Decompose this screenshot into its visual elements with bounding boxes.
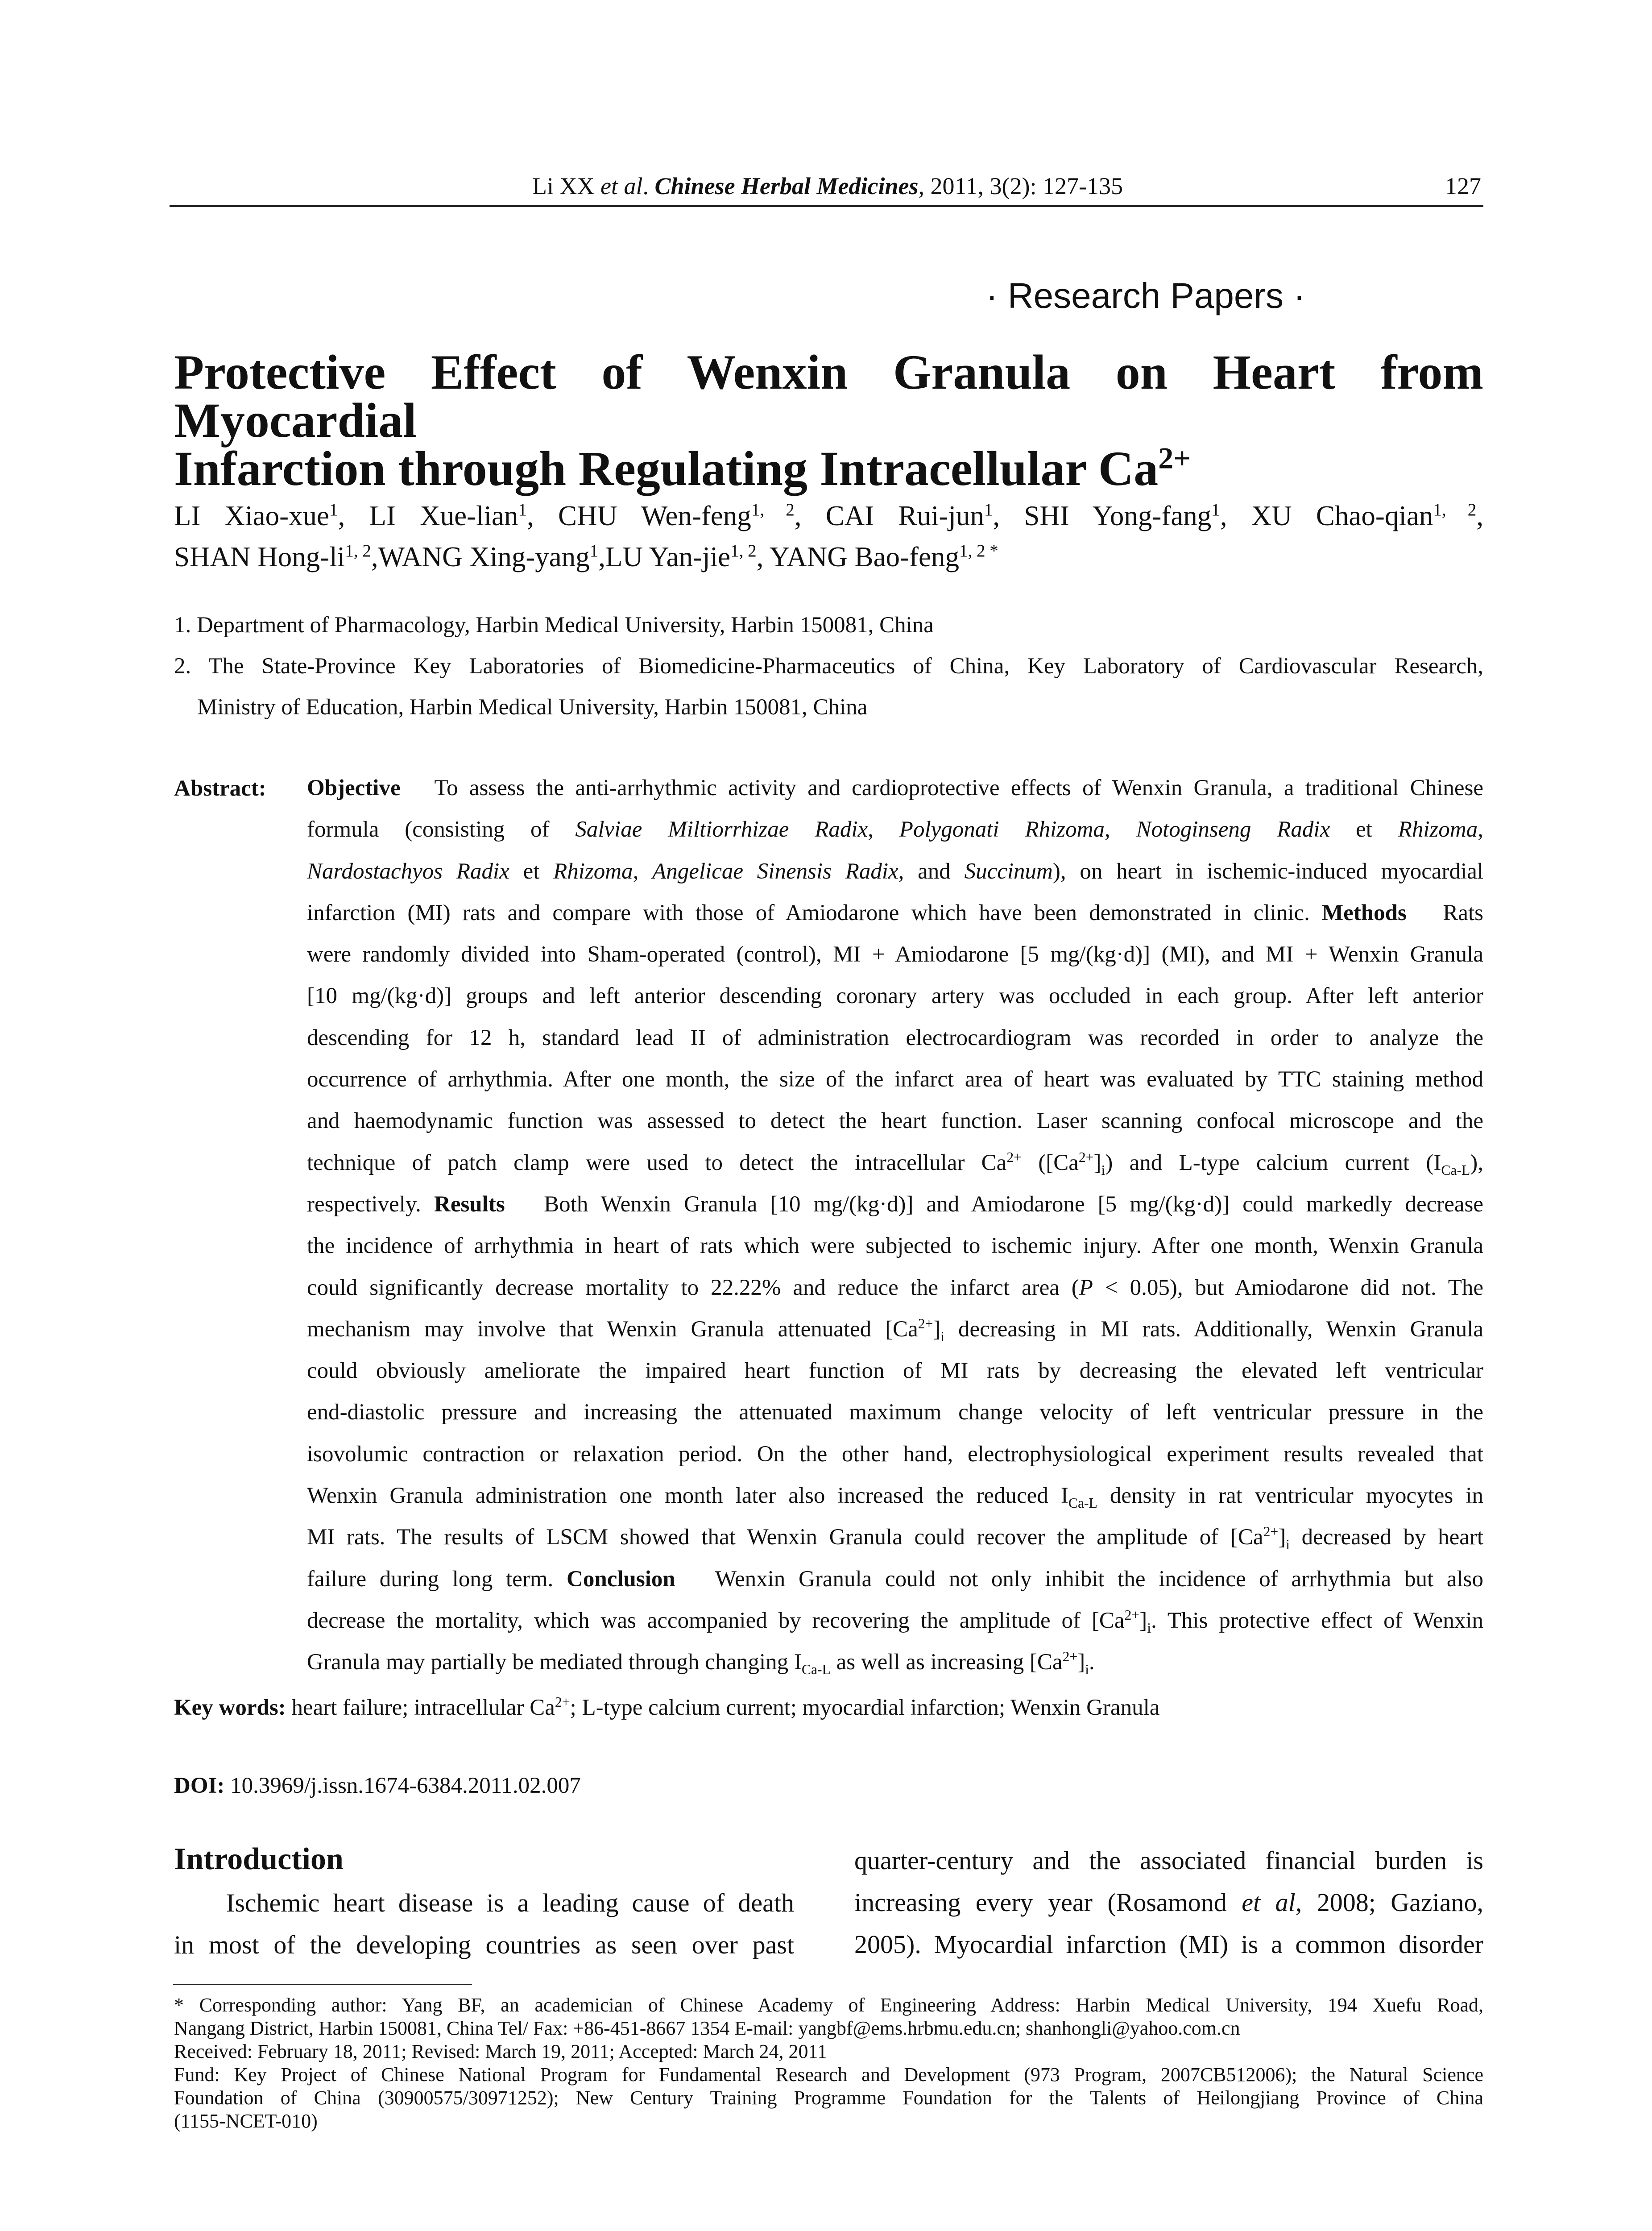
herb-name: Notoginseng Radix bbox=[1136, 817, 1330, 842]
body-line: quarter-century and the associated financial burden is bbox=[854, 1846, 1483, 1875]
p-value-symbol: P bbox=[1079, 1275, 1093, 1300]
author: CAI Rui-jun$^1$, bbox=[825, 500, 1000, 531]
author-affiliation-mark: 1 bbox=[329, 500, 338, 519]
received-dates: Received: February 18, 2011; Revised: March 19, 2011; Accepted: March 24, 2011 bbox=[174, 2040, 827, 2062]
abstract-text: ([Ca bbox=[1021, 1150, 1079, 1175]
journal-name: Chinese Herbal Medicines bbox=[654, 173, 919, 199]
superscript: 2+ bbox=[1062, 1649, 1078, 1665]
title-line-2-text: Infarction through Regulating Intracellular Ca bbox=[174, 441, 1159, 496]
abstract-text: Both Wenxin Granula [10 mg/(kg·d)] and Amiodarone [5 mg/(kg·d)] could markedly decrease bbox=[544, 1191, 1483, 1217]
abstract-text: Wenxin Granula could not only inhibit the incidence of arrhythmia but also bbox=[715, 1566, 1484, 1592]
abstract-text: Wenxin Granula administration one month later also increased the reduced I bbox=[307, 1483, 1068, 1509]
abstract-text: formula (consisting of bbox=[307, 817, 576, 842]
abstract-text: failure during long term. bbox=[307, 1566, 567, 1592]
abstract-text: et bbox=[1330, 817, 1398, 842]
title-line-2 bbox=[174, 441, 1483, 496]
introduction-heading: Introduction bbox=[174, 1842, 344, 1876]
abstract-text: ] bbox=[933, 1316, 941, 1342]
superscript: 2+ bbox=[1263, 1524, 1279, 1540]
abstract-line bbox=[307, 851, 1483, 892]
abstract-line: occurrence of arrhythmia. After one month, the size of the infarct area of heart was evaluated by TTC staining method bbox=[307, 1067, 1483, 1092]
author-name: CHU Wen-feng bbox=[558, 500, 751, 531]
citation-etal: et al bbox=[600, 173, 643, 199]
title-line-1: Protective Effect of Wenxin Granula on Heart from Myocardial bbox=[174, 345, 1483, 448]
affiliations bbox=[174, 605, 1483, 728]
citation-volume: , 2011, 3(2): 127-135 bbox=[918, 173, 1123, 199]
superscript: 2+ bbox=[918, 1315, 933, 1331]
abstract-text: < 0.05), but Amiodarone did not. The bbox=[1093, 1275, 1484, 1300]
abstract-text: infarction (MI) rats and compare with those of Amiodarone which have been demonstrated in clinic. bbox=[307, 900, 1322, 925]
abstract-text: ] bbox=[1278, 1525, 1286, 1550]
author-name: CAI Rui-jun bbox=[825, 500, 984, 531]
abstract-line: and haemodynamic function was assessed to detect the heart function. Laser scanning confocal microscope and the bbox=[307, 1108, 1483, 1134]
author: SHI Yong-fang$^1$, bbox=[1024, 500, 1227, 531]
abstract-text: technique of patch clamp were used to detect the intracellular Ca bbox=[307, 1150, 1007, 1175]
fund-line-3: (1155-NCET-010) bbox=[174, 2110, 318, 2132]
section-label: · Research Papers · bbox=[986, 276, 1305, 315]
abstract-body bbox=[307, 767, 1483, 1684]
abstract-text: as well as increasing [Ca bbox=[830, 1650, 1063, 1675]
results-label: Results bbox=[434, 1191, 505, 1217]
author-affiliation-mark: 1, 2 bbox=[730, 541, 757, 560]
author-affiliation-mark: 1 bbox=[984, 500, 993, 519]
corresponding-author-line-2: Nangang District, Harbin 150081, China Tel/ Fax: +86-451-8667 1354 E-mail: yangbf@ems.hrbmu.edu.cn; shanhongli@yahoo.com.cn bbox=[174, 2017, 1240, 2039]
abstract-text: ), on heart in ischemic-induced myocardial bbox=[1052, 858, 1484, 884]
footnote-rule bbox=[173, 1984, 472, 1985]
author: LU Yan-jie$^{1, 2}$, bbox=[605, 541, 764, 572]
abstract-text: ] bbox=[1093, 1150, 1101, 1175]
body-column-right bbox=[854, 1840, 1483, 1966]
superscript: 2+ bbox=[1006, 1149, 1022, 1165]
corresponding-author-line-1: * Corresponding author: Yang BF, an academician of Chinese Academy of Engineering Address: Harbin Medical University, 194 Xuefu Road, bbox=[174, 1994, 1483, 2016]
subscript: Ca-L bbox=[1068, 1495, 1097, 1511]
abstract-line: end-diastolic pressure and increasing the attenuated maximum change velocity of left ventricular pressure in the bbox=[307, 1400, 1483, 1425]
affiliation-2-line-2: Ministry of Education, Harbin Medical University, Harbin 150081, China bbox=[197, 695, 868, 720]
body-line bbox=[854, 1882, 1483, 1924]
abstract-text: ), bbox=[1470, 1150, 1484, 1175]
herb-name: Rhizoma bbox=[1398, 817, 1478, 842]
abstract-text: mechanism may involve that Wenxin Granula attenuated [Ca bbox=[307, 1316, 918, 1342]
author-name: LU Yan-jie bbox=[605, 541, 731, 572]
subscript: i bbox=[1101, 1162, 1105, 1178]
fund-line-1: Fund: Key Project of Chinese National Program for Fundamental Research and Development (973 Program, 2007CB512006); the Natural Science bbox=[174, 2064, 1483, 2086]
herb-name: Rhizoma bbox=[553, 858, 633, 884]
subscript: Ca-L bbox=[1441, 1162, 1470, 1178]
abstract-line bbox=[307, 1642, 1483, 1683]
herb-name: Salviae Miltiorrhizae Radix bbox=[575, 817, 868, 842]
abstract-line bbox=[307, 1475, 1483, 1517]
body-text: , 2008; Gaziano, bbox=[1295, 1888, 1484, 1917]
superscript: 2+ bbox=[1124, 1607, 1140, 1623]
abstract-line bbox=[307, 1559, 1483, 1600]
keywords bbox=[174, 1687, 1483, 1729]
subscript: i bbox=[1147, 1620, 1151, 1636]
fund-line-2: Foundation of China (30900575/30971252); New Century Training Programme Foundation for the Talents of Heilongjiang Province of China bbox=[174, 2087, 1483, 2109]
abstract-line bbox=[307, 1142, 1483, 1184]
abstract-text: decrease the mortality, which was accompanied by recovering the amplitude of [Ca bbox=[307, 1608, 1125, 1633]
affiliation-2-line-1: 2. The State-Province Key Laboratories of Biomedicine-Pharmaceutics of China, Key Laboratory of Cardiovascular Research, bbox=[174, 654, 1483, 679]
abstract-text: . This protective effect of Wenxin bbox=[1151, 1608, 1483, 1633]
abstract-text: , and bbox=[898, 858, 965, 884]
citation-line bbox=[174, 172, 1481, 200]
herb-name: Angelicae Sinensis Radix bbox=[652, 858, 898, 884]
abstract-text: Granula may partially be mediated through changing I bbox=[307, 1650, 802, 1675]
abstract-label: Abstract: bbox=[174, 776, 266, 801]
author: XU Chao-qian$^{1, 2}$, bbox=[1251, 500, 1484, 531]
abstract-text: decreasing in MI rats. Additionally, Wenxin Granula bbox=[944, 1316, 1484, 1342]
keywords-label: Key words: bbox=[174, 1695, 286, 1720]
abstract-line: the incidence of arrhythmia in heart of rats which were subjected to ischemic injury. After one month, Wenxin Granula bbox=[307, 1233, 1483, 1259]
author: CHU Wen-feng$^{1, 2}$, bbox=[558, 500, 802, 531]
author: SHAN Hong-li$^{1, 2}$, bbox=[174, 541, 378, 572]
abstract-text: . bbox=[1089, 1650, 1095, 1675]
footnotes bbox=[174, 1994, 1483, 2133]
subscript: Ca-L bbox=[801, 1662, 831, 1678]
author-affiliation-mark: 1 bbox=[589, 541, 599, 560]
conclusion-label: Conclusion bbox=[567, 1566, 675, 1592]
author-line-2 bbox=[174, 536, 1483, 577]
doi bbox=[174, 1765, 581, 1807]
abstract-text: , bbox=[1104, 817, 1136, 842]
abstract-line: could obviously ameliorate the impaired heart function of MI rats by decreasing the elevated left ventricular bbox=[307, 1358, 1483, 1384]
page-number: 127 bbox=[1445, 173, 1481, 199]
methods-label: Methods bbox=[1322, 900, 1407, 925]
abstract-text: MI rats. The results of LSCM showed that Wenxin Granula could recover the amplitude of [Ca bbox=[307, 1525, 1263, 1550]
body-line: 2005). Myocardial infarction (MI) is a common disorder bbox=[854, 1930, 1483, 1959]
author-name: SHI Yong-fang bbox=[1024, 500, 1212, 531]
abstract-line bbox=[307, 1184, 1483, 1225]
citation-author: Li XX bbox=[532, 173, 601, 199]
abstract-line bbox=[307, 1267, 1483, 1309]
body-line: in most of the developing countries as seen over past bbox=[174, 1930, 794, 1959]
abstract-line: descending for 12 h, standard lead II of administration electrocardiogram was recorded in order to analyze the bbox=[307, 1025, 1483, 1050]
abstract-line bbox=[307, 767, 1483, 809]
abstract-line bbox=[307, 1600, 1483, 1642]
subscript: i bbox=[1085, 1662, 1089, 1678]
abstract-text: Rats bbox=[1443, 900, 1483, 925]
doi-value[interactable]: 10.3969/j.issn.1674-6384.2011.02.007 bbox=[224, 1773, 581, 1798]
affiliation-1: 1. Department of Pharmacology, Harbin Medical University, Harbin 150081, China bbox=[174, 613, 934, 638]
abstract-text: et bbox=[509, 858, 554, 884]
subscript: i bbox=[940, 1329, 945, 1345]
author-line-1 bbox=[174, 495, 1483, 536]
objective-label: Objective bbox=[307, 775, 401, 800]
superscript: 2+ bbox=[555, 1694, 570, 1710]
author-affiliation-mark: 1 bbox=[518, 500, 527, 519]
superscript: 2+ bbox=[1078, 1149, 1094, 1165]
body-text: increasing every year (Rosamond bbox=[854, 1888, 1242, 1917]
body-line: Ischemic heart disease is a leading cause of death bbox=[226, 1888, 794, 1917]
author-affiliation-mark: 1, 2 * bbox=[959, 541, 998, 560]
author bbox=[770, 541, 998, 572]
abstract-text: , bbox=[868, 817, 899, 842]
abstract-text: decreased by heart bbox=[1289, 1525, 1484, 1550]
keywords-text: heart failure; intracellular Ca bbox=[286, 1695, 555, 1720]
abstract-text: ] bbox=[1139, 1608, 1147, 1633]
paper-title bbox=[174, 345, 1483, 496]
abstract-text: , bbox=[1478, 817, 1483, 842]
author-affiliation-mark: 1, 2 bbox=[751, 500, 795, 519]
abstract-text: ) and L-type calcium current (I bbox=[1105, 1150, 1441, 1175]
body-text-italic: et al bbox=[1242, 1888, 1296, 1917]
abstract-text: could significantly decrease mortality to 22.22% and reduce the infarct area ( bbox=[307, 1275, 1079, 1300]
author-name: SHAN Hong-li bbox=[174, 541, 345, 572]
abstract-text: To assess the anti-arrhythmic activity and cardioprotective effects of Wenxin Granula, a traditional Chinese bbox=[434, 775, 1483, 800]
abstract-text: density in rat ventricular myocytes in bbox=[1097, 1483, 1484, 1509]
author-name: LI Xiao-xue bbox=[174, 500, 330, 531]
abstract-line: isovolumic contraction or relaxation period. On the other hand, electrophysiological experiment results revealed that bbox=[307, 1441, 1483, 1467]
author-name: LI Xue-lian bbox=[369, 500, 518, 531]
author-name: WANG Xing-yang bbox=[378, 541, 590, 572]
abstract-line: were randomly divided into Sham-operated (control), MI + Amiodarone [5 mg/(kg·d)] (MI), and MI + Wenxin Granula bbox=[307, 942, 1483, 967]
author-name: YANG Bao-feng bbox=[769, 541, 959, 572]
citation-separator: . bbox=[642, 173, 655, 199]
title-superscript: 2+ bbox=[1158, 441, 1191, 475]
subscript: i bbox=[1286, 1537, 1290, 1553]
author-name: XU Chao-qian bbox=[1251, 500, 1433, 531]
abstract-text: ] bbox=[1077, 1650, 1085, 1675]
herb-name: Succinum bbox=[964, 858, 1053, 884]
author: LI Xiao-xue$^1$, bbox=[174, 500, 345, 531]
abstract-text: , bbox=[633, 858, 653, 884]
abstract-line: [10 mg/(kg·d)] groups and left anterior descending coronary artery was occluded in each group. After left anterior bbox=[307, 983, 1483, 1009]
doi-label: DOI: bbox=[174, 1773, 225, 1798]
abstract-line bbox=[307, 1517, 1483, 1558]
author-affiliation-mark: 1 bbox=[1211, 500, 1220, 519]
author: WANG Xing-yang$^1$, bbox=[378, 541, 606, 572]
abstract-text: respectively. bbox=[307, 1191, 434, 1217]
abstract-line bbox=[307, 809, 1483, 850]
herb-name: Nardostachyos Radix bbox=[307, 858, 509, 884]
abstract-line bbox=[307, 1309, 1483, 1350]
author: LI Xue-lian$^1$, bbox=[369, 500, 534, 531]
keywords-text: ; L-type calcium current; myocardial infarction; Wenxin Granula bbox=[570, 1695, 1160, 1720]
author-affiliation-mark: 1, 2 bbox=[345, 541, 371, 560]
author-list bbox=[174, 495, 1483, 577]
herb-name: Polygonati Rhizoma bbox=[899, 817, 1105, 842]
header-rule bbox=[170, 205, 1483, 207]
running-header bbox=[174, 172, 1481, 200]
abstract-line bbox=[307, 892, 1483, 934]
author-affiliation-mark: 1, 2 bbox=[1433, 500, 1477, 519]
body-column-left bbox=[174, 1882, 794, 1966]
